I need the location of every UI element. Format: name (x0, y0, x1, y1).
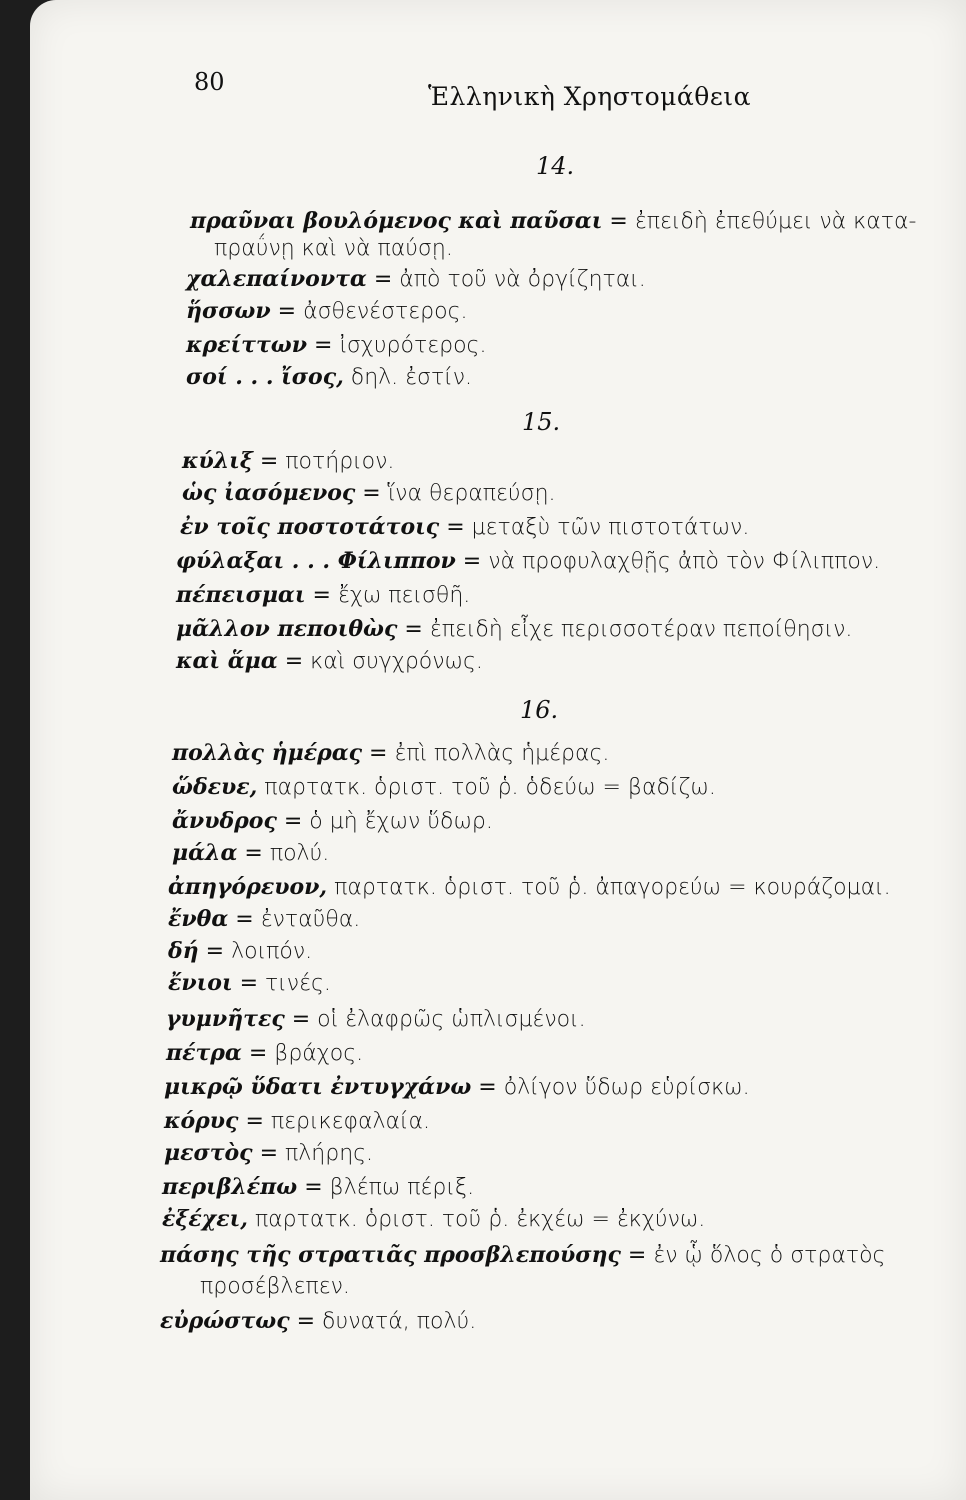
entry-term: ἀπηγόρευον, (168, 874, 328, 900)
entry-gloss: ἐπὶ πολλὰς ἡμέρας. (394, 741, 610, 766)
entry-separator: = (248, 1041, 268, 1066)
entry-term: ἔνιοι (168, 970, 233, 996)
entry-gloss: περικεφαλαία. (270, 1109, 431, 1134)
entry-separator: = (291, 1007, 311, 1032)
entry-separator: = (239, 971, 259, 996)
glossary-entry (176, 616, 852, 643)
entry-separator: = (304, 1175, 323, 1200)
glossary-entry (186, 364, 472, 391)
entry-gloss: ἀπὸ τοῦ νὰ ὀργίζηται. (399, 267, 646, 292)
entry-gloss: ὀλίγον ὕδωρ εὑρίσκω. (503, 1075, 750, 1100)
glossary-entry (182, 448, 394, 475)
glossary-entry (168, 938, 312, 965)
entry-gloss: μεταξὺ τῶν πιστοτάτων. (471, 515, 750, 540)
entry-separator: = (277, 299, 297, 324)
entry-separator: = (369, 741, 388, 766)
glossary-entry (176, 548, 880, 575)
glossary-entry (176, 582, 470, 609)
entry-separator: = (284, 649, 304, 674)
entry-term: φύλαξαι . . . Φίλιππον (176, 548, 456, 574)
entry-separator: = (259, 1141, 279, 1166)
glossary-entry (166, 1006, 586, 1033)
entry-term: μάλα (172, 840, 238, 866)
entry-term: ἐξέχει, (162, 1206, 248, 1232)
entry-term: κόρυς (164, 1108, 239, 1134)
entry-separator: = (404, 617, 423, 642)
entry-separator: = (235, 907, 254, 932)
entry-gloss: καὶ συγχρόνως. (310, 649, 483, 674)
entry-term: πολλὰς ἡμέρας (172, 740, 363, 766)
entry-separator: = (609, 209, 628, 234)
entry-term: δή (168, 938, 199, 964)
entry-gloss: ἐν ᾧ ὅλος ὁ στρατὸς (653, 1243, 886, 1268)
glossary-entry (172, 840, 329, 867)
glossary-entry (160, 1242, 885, 1269)
entry-gloss: πραΰνῃ καὶ νὰ παύσῃ. (214, 236, 453, 261)
entry-gloss: ἐνταῦθα. (260, 907, 361, 932)
glossary-entry (164, 1108, 430, 1135)
entry-term: κύλιξ (182, 448, 253, 474)
glossary-entry (186, 332, 486, 359)
entry-gloss: προσέβλεπεν. (200, 1274, 350, 1299)
glossary-entry (172, 774, 716, 801)
entry-gloss: ἔχω πεισθῆ. (337, 583, 471, 608)
entry-term: πραῦναι βουλόμενος καὶ παῦσαι (190, 208, 603, 234)
entry-term: κρείττων (186, 332, 307, 358)
entry-separator: = (296, 1309, 316, 1334)
running-title: Ἑλληνικὴ Χρηστομάθεια (428, 82, 751, 111)
glossary-entry (162, 1206, 705, 1233)
entry-term: πέπεισμαι (176, 582, 306, 608)
entry-term: σοί . . . ἴσος, (186, 364, 344, 390)
entry-gloss: ἵνα θεραπεύσῃ. (387, 481, 556, 506)
glossary-entry (166, 1040, 363, 1067)
glossary-entry (168, 906, 360, 933)
glossary-entry (176, 648, 483, 675)
glossary-entry (172, 808, 493, 835)
entry-separator: = (362, 481, 381, 506)
entry-gloss: τινές. (265, 971, 331, 996)
entry-separator: = (283, 809, 303, 834)
entry-gloss: παρτατκ. ὁριστ. τοῦ ῥ. ὁδεύω = βαδίζω. (264, 775, 716, 800)
entry-separator: = (478, 1075, 497, 1100)
entry-term: ἄνυδρος (172, 808, 277, 834)
glossary-entry (186, 298, 467, 325)
entry-separator: = (244, 841, 263, 866)
entry-term: καὶ ἅμα (176, 648, 278, 674)
glossary-entry-continuation (200, 1274, 350, 1300)
entry-gloss: οἱ ἐλαφρῶς ὡπλισμένοι. (317, 1007, 586, 1032)
entry-gloss: βλέπω πέριξ. (329, 1175, 475, 1200)
entry-term: μεστὸς (164, 1140, 253, 1166)
section-heading-15: 15. (522, 408, 561, 436)
entry-term: περιβλέπω (162, 1174, 298, 1200)
glossary-entry (186, 266, 646, 293)
section-heading-16: 16. (520, 696, 559, 724)
glossary-entry (180, 514, 749, 541)
entry-term: εὐρώστως (160, 1308, 290, 1334)
entry-separator: = (627, 1243, 647, 1268)
entry-separator: = (245, 1109, 264, 1134)
entry-gloss: ὁ μὴ ἔχων ὕδωρ. (309, 809, 493, 834)
entry-separator: = (205, 939, 225, 964)
entry-gloss: ἐπειδὴ εἶχε περισσοτέραν πεποίθησιν. (429, 617, 853, 642)
entry-term: ἐν τοῖς ποστοτάτοις (180, 514, 440, 540)
entry-term: γυμνῆτες (166, 1006, 285, 1032)
glossary-entry (168, 970, 331, 997)
entry-gloss: παρτατκ. ὁριστ. τοῦ ῥ. ἐκχέω = ἐκχύνω. (254, 1207, 706, 1232)
entry-term: μᾶλλον πεποιθὼς (176, 616, 398, 642)
entry-gloss: πλήρης. (285, 1141, 374, 1166)
glossary-entry (164, 1074, 750, 1101)
entry-gloss: ἀσθενέστερος. (303, 299, 468, 324)
entry-term: χαλεπαίνοντα (186, 266, 367, 292)
entry-gloss: δηλ. ἐστίν. (350, 365, 473, 390)
entry-gloss: νὰ προφυλαχθῇς ἀπὸ τὸν Φίλιππον. (488, 549, 881, 574)
glossary-entry (162, 1174, 474, 1201)
entry-gloss: παρτατκ. ὁριστ. τοῦ ῥ. ἀπαγορεύω = κουράζομαι. (334, 875, 891, 900)
entry-term: μικρῷ ὕδατι ἐντυγχάνω (164, 1074, 472, 1100)
entry-gloss: ἐπειδὴ ἐπεθύμει νὰ κατα- (634, 209, 917, 234)
entry-separator: = (446, 515, 465, 540)
glossary-entry (164, 1140, 373, 1167)
entry-gloss: βράχος. (274, 1041, 364, 1066)
entry-separator: = (259, 449, 279, 474)
entry-term: ἥσσων (186, 298, 271, 324)
page-number: 80 (194, 68, 225, 96)
entry-gloss: ἰσχυρότερος. (339, 333, 487, 358)
entry-gloss: πολύ. (269, 841, 330, 866)
entry-gloss: λοιπόν. (231, 939, 313, 964)
entry-gloss: ποτήριον. (285, 449, 395, 474)
entry-term: ὡς ἰασόμενος (182, 480, 356, 506)
entry-separator: = (373, 267, 393, 292)
glossary-entry (160, 1308, 476, 1335)
entry-separator: = (462, 549, 482, 574)
entry-term: ἔνθα (168, 906, 229, 932)
entry-separator: = (313, 333, 333, 358)
entry-term: πάσης τῆς στρατιᾶς προσβλεπούσης (160, 1242, 621, 1268)
glossary-entry-continuation (214, 236, 453, 262)
glossary-entry (182, 480, 556, 507)
entry-term: πέτρα (166, 1040, 242, 1066)
entry-separator: = (312, 583, 331, 608)
entry-term: ὥδευε, (172, 774, 258, 800)
section-heading-14: 14. (536, 152, 575, 180)
entry-gloss: δυνατά, πολύ. (322, 1309, 477, 1334)
glossary-entry (172, 740, 609, 767)
glossary-entry (190, 208, 916, 235)
glossary-entry (168, 874, 891, 901)
